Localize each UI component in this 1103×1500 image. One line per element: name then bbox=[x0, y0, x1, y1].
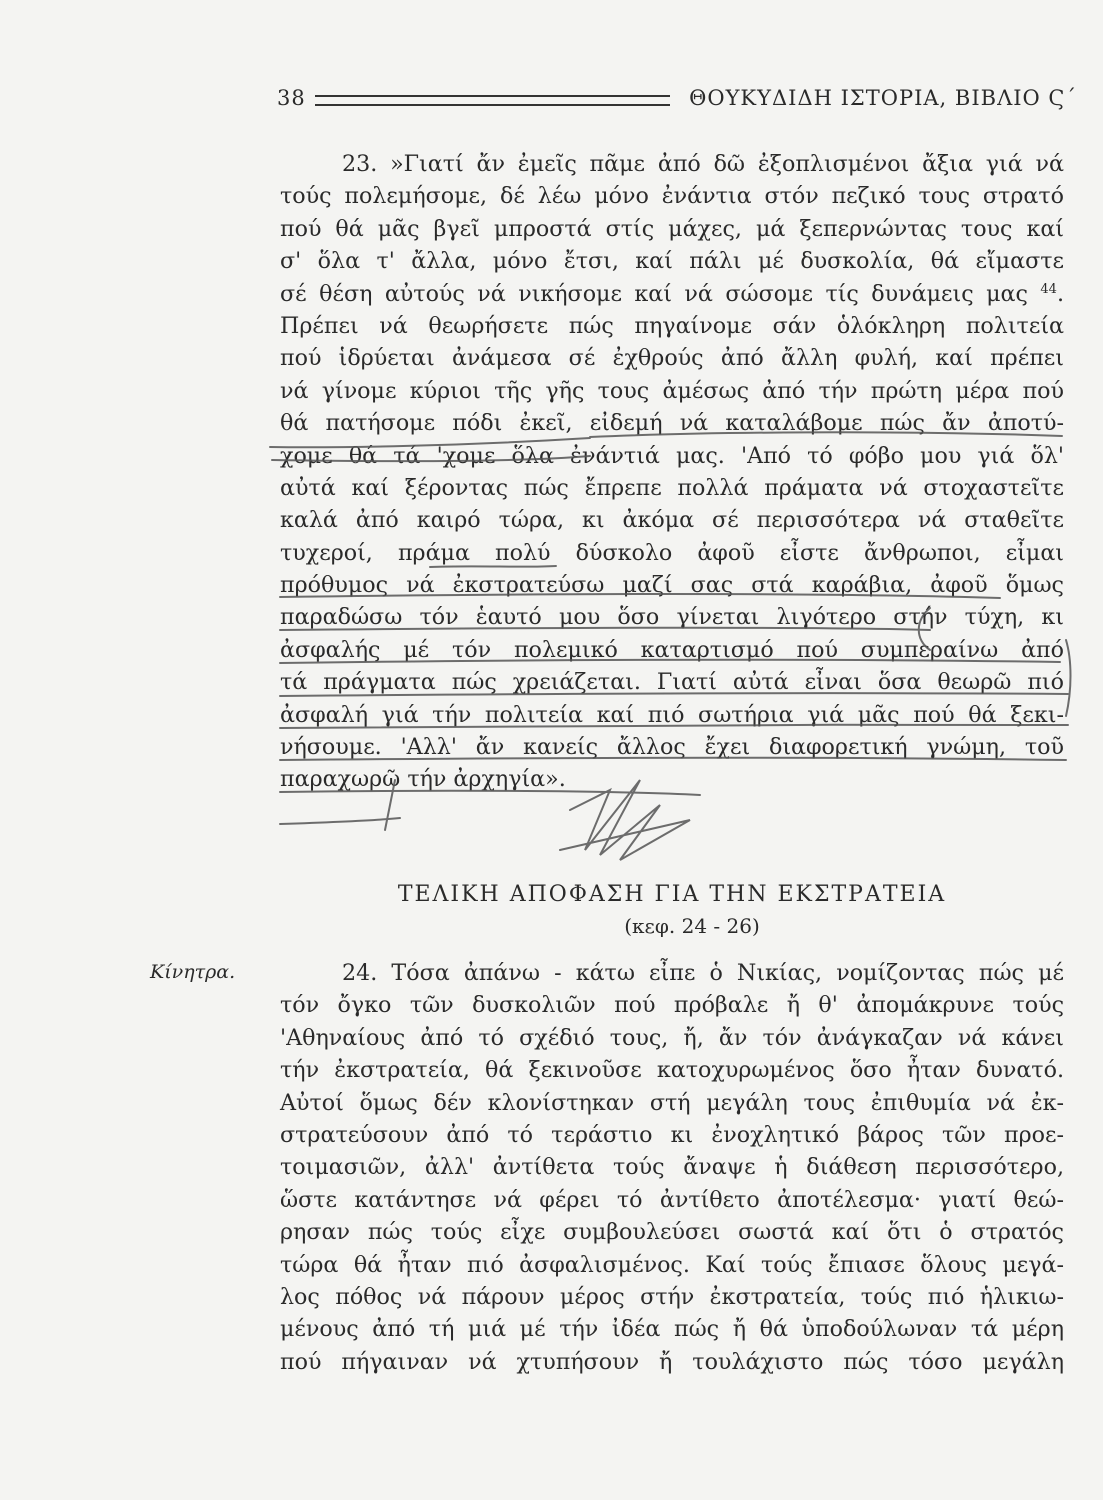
page-number: 38 bbox=[277, 86, 306, 110]
running-head: ΘΟΥΚΥΔΙΔΗ ΙΣΤΟΡΙΑ, ΒΙΒΛΙΟ Ϛ΄ bbox=[689, 86, 1077, 110]
text-line-with-footnote: σέ θέση αὐτούς νά νικήσομε καί νά σώσομε τίς δυνάμεις μας $^{44}$. bbox=[280, 280, 1064, 307]
text-line: τυχεροί, πράμα πολύ δύσκολο ἀφοῦ εἶστε ἄνθρωποι, εἶμαι bbox=[280, 539, 1064, 566]
chapter-23-text bbox=[280, 148, 1064, 796]
section-heading: ΤΕΛΙΚΗ ΑΠΟΦΑΣΗ ΓΙΑ ΤΗΝ ΕΚΣΤΡΑΤΕΙΑ bbox=[397, 882, 947, 907]
text-line: παραδώσω τόν ἑαυτό μου ὅσο γίνεται λιγότερο στήν τύχη, κι bbox=[280, 604, 1064, 631]
bracket-mark bbox=[1066, 640, 1071, 716]
text-line: 'Αθηναίους ἀπό τό σχέδιό τους, ἤ, ἄν τόν ἀνάγκαζαν νά κάνει bbox=[280, 1024, 1064, 1051]
chapter-24-text bbox=[280, 957, 1064, 1378]
text-line: σ' ὅλα τ' ἄλλα, μόνο ἔτσι, καί πάλι μέ δυσκολία, θά εἴμαστε bbox=[280, 248, 1064, 275]
text-line: νήσουμε. 'Αλλ' ἄν κανείς ἄλλος ἔχει διαφορετική γνώμη, τοῦ bbox=[280, 734, 1064, 761]
line-text: σέ θέση αὐτούς νά νικήσομε καί νά σώσομε τίς δυνάμεις μας bbox=[280, 280, 1028, 307]
text-line: πού ἱδρύεται ἀνάμεσα σέ ἐχθρούς ἀπό ἄλλη φυλή, καί πρέπει bbox=[280, 345, 1064, 372]
header-double-rule bbox=[315, 95, 670, 106]
text-line: ἀσφαλής μέ τόν πολεμικό καταρτισμό πού συμπεραίνω ἀπό bbox=[280, 636, 1064, 663]
text-line: στρατεύσουν ἀπό τό τεράστιο κι ἐνοχλητικό βάρος τῶν προε- bbox=[280, 1121, 1064, 1148]
text-line: τούς πολεμήσομε, δέ λέω μόνο ἐνάντια στόν πεζικό τους στρατό bbox=[280, 183, 1064, 210]
text-line: ὥστε κατάντησε νά φέρει τό ἀντίθετο ἀποτέλεσμα· γιατί θεώ- bbox=[280, 1186, 1064, 1213]
text-line: πού πήγαιναν νά χτυπήσουν ἤ τουλάχιστο πώς τόσο μεγάλη bbox=[280, 1348, 1064, 1375]
page-header bbox=[277, 86, 1077, 116]
text-line: μένους ἀπό τή μιά μέ τήν ἰδέα πώς ἤ θά ὑποδούλωναν τά μέρη bbox=[280, 1316, 1064, 1343]
text-line: λος πόθος νά πάρουν μέρος στήν ἐκστρατεία, τούς πιό ἡλικιω- bbox=[280, 1283, 1064, 1310]
text-line: πρόθυμος νά ἐκστρατεύσω μαζί σας στά καράβια, ἀφοῦ ὅμως bbox=[280, 572, 1064, 599]
text-line: τώρα θά ἦταν πιό ἀσφαλισμένος. Καί τούς ἔπιασε ὅλους μεγά- bbox=[280, 1251, 1064, 1278]
text-line: Πρέπει νά θεωρήσετε πώς πηγαίνομε σάν ὁλόκληρη πολιτεία bbox=[280, 312, 1064, 339]
text-line: 24. Τόσα ἀπάνω - κάτω εἶπε ὁ Νικίας, νομίζοντας πώς μέ bbox=[342, 960, 1064, 986]
text-line: ἀσφαλή γιά τήν πολιτεία καί πιό σωτήρια γιά μᾶς πού θά ξεκι- bbox=[280, 701, 1064, 728]
text-line: τήν ἐκστρατεία, θά ξεκινοῦσε κατοχυρωμένος ὅσο ἦταν δυνατό. bbox=[280, 1057, 1064, 1084]
text-line: θά πατήσομε πόδι ἐκεῖ, εἰδεμή νά καταλάβομε πώς ἄν ἀποτύ- bbox=[280, 410, 1064, 437]
section-subheading bbox=[280, 914, 1064, 938]
footnote-ref: 44 bbox=[1040, 281, 1057, 297]
subheading-text: (κεφ. 24 - 26) bbox=[624, 914, 760, 938]
text-line: νά γίνομε κύριοι τῆς γῆς τους ἀμέσως ἀπό τήν πρώτη μέρα πού bbox=[280, 377, 1064, 404]
text-line: 23. »Γιατί ἄν ἐμεῖς πᾶμε ἀπό δῶ ἐξοπλισμένοι ἄξια γιά νά bbox=[342, 151, 1064, 177]
text-line: καλά ἀπό καιρό τώρα, κι ἀκόμα σέ περισσότερα νά σταθεῖτε bbox=[280, 507, 1064, 534]
text-line: ρησαν πώς τούς εἶχε συμβουλεύσει σωστά καί ὅτι ὁ στρατός bbox=[280, 1219, 1064, 1246]
text-line: Αὐτοί ὅμως δέν κλονίστηκαν στή μεγάλη τους ἐπιθυμία νά ἐκ- bbox=[280, 1089, 1064, 1116]
margin-note: Κίνητρα. bbox=[150, 961, 236, 983]
text-line: χομε θά τά 'χομε ὅλα ἐνάντιά μας. 'Από τό φόβο μου γιά ὅλ' bbox=[280, 442, 1064, 469]
text-line: αὐτά καί ξέροντας πώς ἔπρεπε πολλά πράματα νά στοχαστεῖτε bbox=[280, 474, 1064, 501]
underline-mark bbox=[280, 818, 400, 824]
text-line: παραχωρῶ τήν ἀρχηγία». bbox=[280, 766, 566, 793]
text-line: τά πράγματα πώς χρειάζεται. Γιατί αὐτά εἶναι ὅσα θεωρῶ πιό bbox=[280, 669, 1064, 696]
text-line: πού θά μᾶς βγεῖ μπροστά στίς μάχες, μά ξεπερνώντας τους καί bbox=[280, 215, 1064, 242]
text-line: τοιμασιῶν, ἀλλ' ἀντίθετα τούς ἄναψε ἡ διάθεση περισσότερο, bbox=[280, 1154, 1064, 1181]
text-line: τόν ὄγκο τῶν δυσκολιῶν πού πρόβαλε ἤ θ' ἀπομάκρυνε τούς bbox=[280, 992, 1064, 1019]
